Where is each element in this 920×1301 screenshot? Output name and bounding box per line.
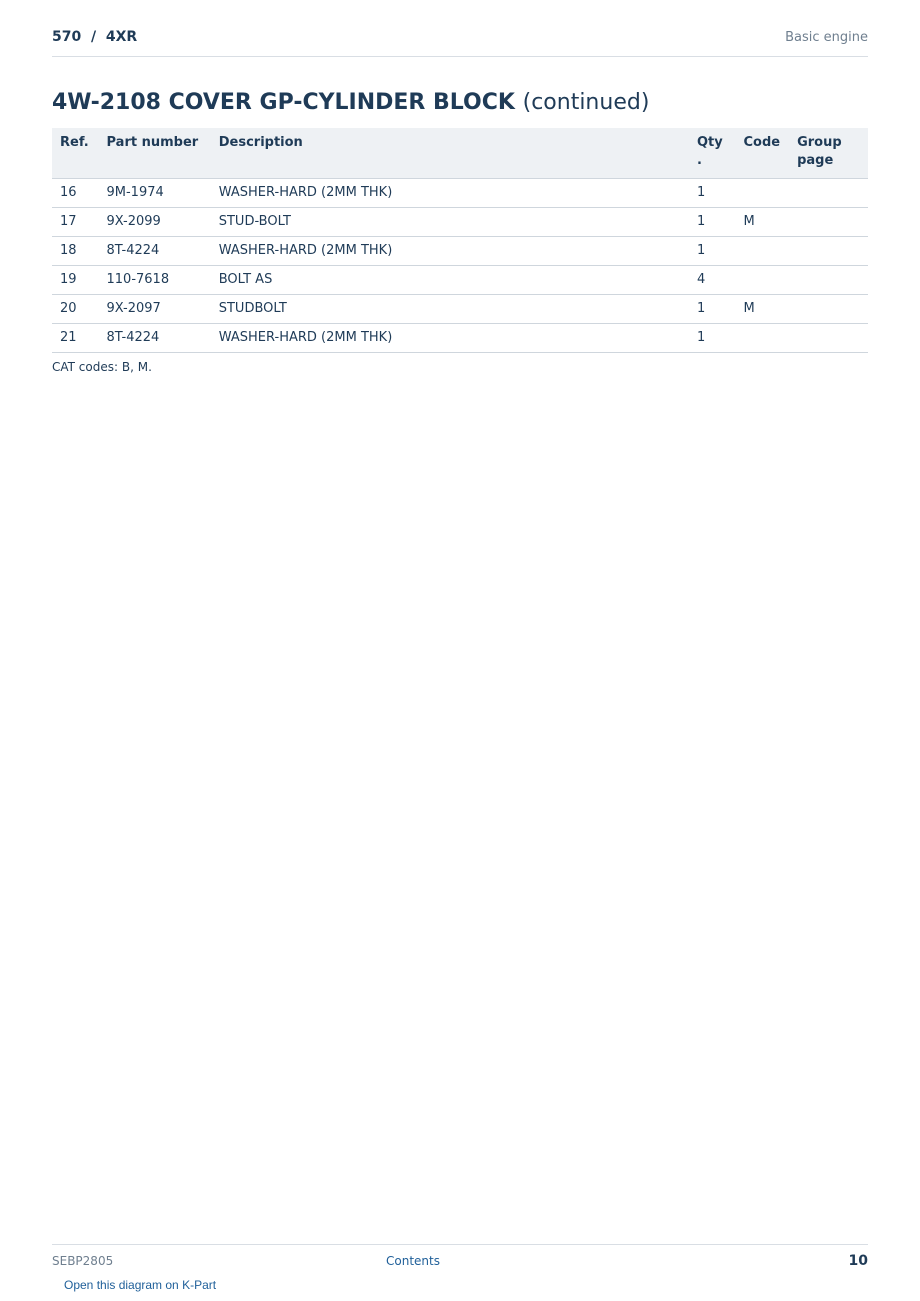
column-header-part-number: Part number (99, 128, 211, 179)
table-row (52, 179, 868, 208)
cell-code (736, 237, 790, 266)
parts-table-body (52, 179, 868, 353)
cell-description: WASHER-HARD (2MM THK) (211, 324, 689, 353)
cell-part-number: 8T-4224 (99, 324, 211, 353)
table-row (52, 266, 868, 295)
cell-description: STUD-BOLT (211, 208, 689, 237)
table-row (52, 295, 868, 324)
table-row (52, 208, 868, 237)
cell-group-page (789, 295, 868, 324)
open-k-part-link[interactable]: Open this diagram on K-Part (64, 1278, 217, 1292)
cell-qty: 1 (689, 237, 736, 266)
cell-part-number: 9M-1974 (99, 179, 211, 208)
cell-group-page (789, 179, 868, 208)
cell-group-page (789, 237, 868, 266)
column-header-code: Code (736, 128, 790, 179)
cell-code (736, 324, 790, 353)
cell-qty: 1 (689, 295, 736, 324)
page-header (52, 0, 868, 57)
cat-codes-note: CAT codes: B, M. (52, 360, 152, 374)
cell-description: WASHER-HARD (2MM THK) (211, 237, 689, 266)
cell-part-number: 9X-2097 (99, 295, 211, 324)
cell-code (736, 179, 790, 208)
column-header-description: Description (211, 128, 689, 179)
cell-ref: 16 (52, 179, 99, 208)
cell-group-page (789, 208, 868, 237)
cell-group-page (789, 324, 868, 353)
cell-qty: 4 (689, 266, 736, 295)
document-id: SEBP2805 (52, 1254, 114, 1268)
cell-ref: 20 (52, 295, 99, 324)
table-row (52, 324, 868, 353)
column-header-group-page: Group page (789, 128, 868, 179)
page-title-suffix: (continued) (522, 90, 650, 115)
cell-qty: 1 (689, 179, 736, 208)
section-label: Basic engine (785, 30, 868, 45)
page-footer (52, 1244, 868, 1301)
cell-qty: 1 (689, 208, 736, 237)
page-title (52, 88, 649, 118)
column-header-ref: Ref. (52, 128, 99, 179)
parts-table-header (52, 128, 868, 179)
page-title-main: 4W-2108 COVER GP-CYLINDER BLOCK (52, 90, 515, 115)
cell-description: WASHER-HARD (2MM THK) (211, 179, 689, 208)
table-row (52, 237, 868, 266)
cell-qty: 1 (689, 324, 736, 353)
page-number: 10 (848, 1253, 868, 1269)
contents-link[interactable]: Contents (386, 1254, 440, 1268)
cell-part-number: 9X-2099 (99, 208, 211, 237)
cell-part-number: 8T-4224 (99, 237, 211, 266)
cell-group-page (789, 266, 868, 295)
parts-table (52, 128, 868, 353)
cell-code (736, 266, 790, 295)
cell-ref: 19 (52, 266, 99, 295)
cell-ref: 21 (52, 324, 99, 353)
column-header-qty: Qty . (689, 128, 736, 179)
cell-description: STUDBOLT (211, 295, 689, 324)
cell-code: M (736, 208, 790, 237)
cell-code: M (736, 295, 790, 324)
header-row (52, 128, 868, 179)
model-label: 570 / 4XR (52, 29, 138, 45)
cell-part-number: 110-7618 (99, 266, 211, 295)
cell-ref: 18 (52, 237, 99, 266)
cell-description: BOLT AS (211, 266, 689, 295)
cell-ref: 17 (52, 208, 99, 237)
